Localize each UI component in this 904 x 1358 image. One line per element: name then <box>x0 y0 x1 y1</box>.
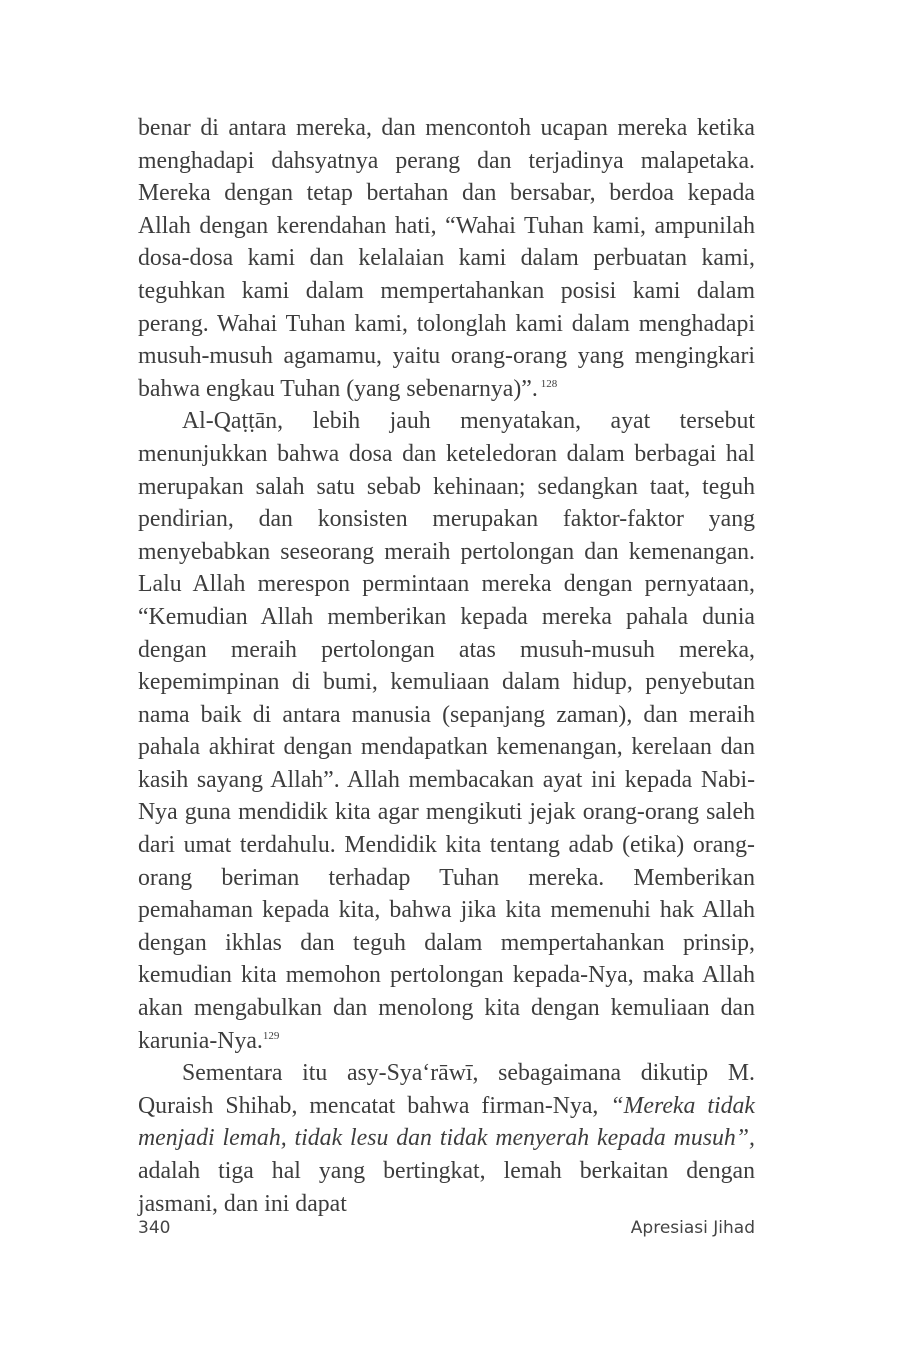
paragraph-1-text: benar di antara mereka, dan mencontoh ucapan mereka ketika menghadapi dahsyatnya perang dan terjadinya malapetaka. Mereka dengan tetap bertahan dan bersabar, berdoa kepada Allah dengan kerendahan hati, “Wahai Tuhan kami, ampunilah dosa-dosa kami dan kelalaian kami dalam perbuatan kami, teguhkan kami dalam mempertahankan posisi kami dalam perang. Wahai Tuhan kami, tolonglah kami dalam menghadapi musuh-musuh agamamu, yaitu orang-orang yang mengingkari bahwa engkau Tuhan (yang sebenarnya)”. <box>138 115 755 402</box>
body-text <box>138 112 755 1220</box>
page-footer <box>138 1218 755 1248</box>
paragraph-3-text-before: Sementara itu asy-Sya‘rāwī, sebagaimana dikutip M. Quraish Shihab, mencatat bahwa firman-Nya, <box>138 1060 755 1119</box>
paragraph-2 <box>138 405 755 1057</box>
paragraph-2-text: Al-Qaṭṭān, lebih jauh menyatakan, ayat tersebut menunjukkan bahwa dosa dan keteledoran dalam berbagai hal merupakan salah satu sebab kehinaan; sedangkan taat, teguh pendirian, dan konsisten merupakan faktor-faktor yang menyebabkan seseorang meraih pertolongan dan kemenangan. Lalu Allah merespon permintaan mereka dengan pernyataan, “Kemudian Allah memberikan kepada mereka pahala dunia dengan meraih pertolongan atas musuh-musuh mereka, kepemimpinan di bumi, kemuliaan dalam hidup, penyebutan nama baik di antara manusia (sepanjang zaman), dan meraih pahala akhirat dengan mendapatkan kemenangan, kerelaan dan kasih sayang Allah”. Allah membacakan ayat ini kepada Nabi-Nya guna mendidik kita agar mengikuti jejak orang-orang saleh dari umat terdahulu. Mendidik kita tentang adab (etika) orang-orang beriman terhadap Tuhan mereka. Memberikan pemahaman kepada kita, bahwa jika kita memenuhi hak Allah dengan ikhlas dan teguh dalam mempertahankan prinsip, kemudian kita memohon pertolongan kepada-Nya, maka Allah akan mengabulkan dan menolong kita dengan kemuliaan dan karunia-Nya. <box>138 408 755 1054</box>
quran-quote: “Mereka tidak menjadi lemah, tidak lesu dan tidak menyerah kepada musuh”, <box>138 1092 755 1152</box>
footnote-ref-129: 129 <box>262 1029 280 1042</box>
paragraph-3-text-after: adalah tiga hal yang bertingkat, lemah berkaitan dengan jasmani, dan ini dapat <box>138 1158 755 1217</box>
paragraph-1 <box>138 112 755 405</box>
page-number: 340 <box>138 1218 171 1238</box>
footnote-ref-128: 128 <box>540 377 558 390</box>
paragraph-3 <box>138 1057 755 1220</box>
running-title: Apresiasi Jihad <box>630 1218 755 1238</box>
